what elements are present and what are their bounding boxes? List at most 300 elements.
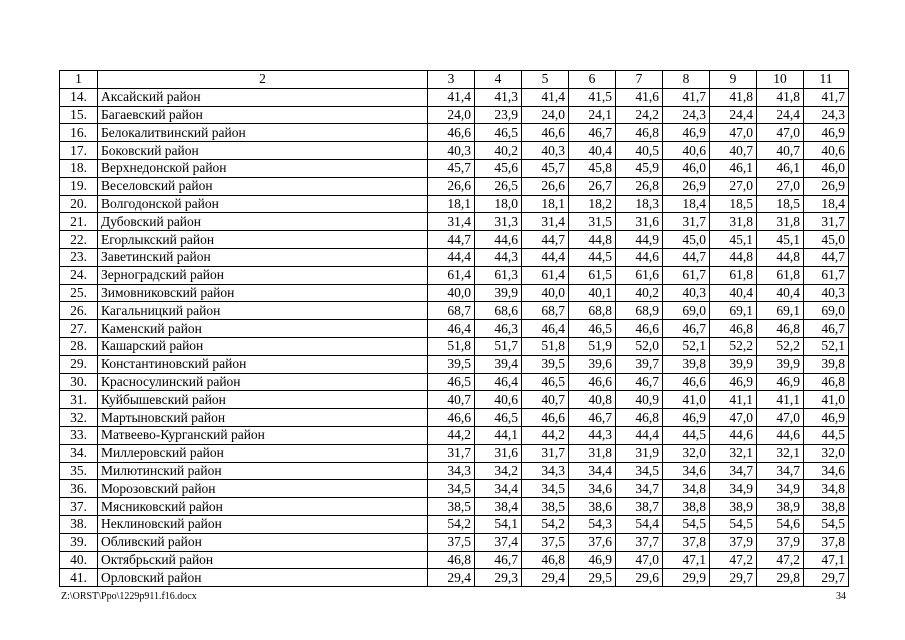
value-cell: 69,1 <box>710 302 757 320</box>
value-cell: 54,5 <box>663 515 710 533</box>
value-cell: 40,6 <box>663 142 710 160</box>
value-cell: 44,7 <box>428 231 475 249</box>
district-name: Зерноградский район <box>98 266 428 284</box>
value-cell: 40,4 <box>710 284 757 302</box>
value-cell: 47,0 <box>757 409 804 427</box>
value-cell: 39,5 <box>428 355 475 373</box>
value-cell: 44,8 <box>757 248 804 266</box>
value-cell: 41,4 <box>428 88 475 106</box>
value-cell: 44,4 <box>428 248 475 266</box>
column-header: 1 <box>60 71 98 89</box>
row-number: 23. <box>60 248 98 266</box>
value-cell: 34,5 <box>616 462 663 480</box>
table-row <box>60 355 849 373</box>
value-cell: 68,6 <box>475 302 522 320</box>
value-cell: 44,1 <box>475 426 522 444</box>
value-cell: 40,7 <box>522 391 569 409</box>
value-cell: 41,1 <box>710 391 757 409</box>
value-cell: 68,9 <box>616 302 663 320</box>
value-cell: 34,6 <box>804 462 849 480</box>
value-cell: 46,5 <box>522 373 569 391</box>
value-cell: 18,1 <box>428 195 475 213</box>
value-cell: 32,0 <box>804 444 849 462</box>
value-cell: 46,8 <box>757 320 804 338</box>
district-name: Верхнедонской район <box>98 159 428 177</box>
row-number: 35. <box>60 462 98 480</box>
row-number: 36. <box>60 480 98 498</box>
value-cell: 40,2 <box>616 284 663 302</box>
district-name: Матвеево-Курганский район <box>98 426 428 444</box>
value-cell: 18,0 <box>475 195 522 213</box>
row-number: 29. <box>60 355 98 373</box>
value-cell: 37,8 <box>804 533 849 551</box>
value-cell: 41,8 <box>757 88 804 106</box>
value-cell: 46,4 <box>522 320 569 338</box>
value-cell: 44,8 <box>569 231 616 249</box>
value-cell: 29,7 <box>804 569 849 587</box>
value-cell: 40,6 <box>475 391 522 409</box>
value-cell: 34,9 <box>757 480 804 498</box>
value-cell: 46,8 <box>804 373 849 391</box>
value-cell: 34,6 <box>569 480 616 498</box>
value-cell: 41,1 <box>757 391 804 409</box>
value-cell: 37,8 <box>663 533 710 551</box>
value-cell: 46,8 <box>710 320 757 338</box>
table-row <box>60 231 849 249</box>
value-cell: 61,7 <box>804 266 849 284</box>
value-cell: 29,5 <box>569 569 616 587</box>
value-cell: 46,5 <box>569 320 616 338</box>
value-cell: 46,4 <box>475 373 522 391</box>
value-cell: 46,9 <box>757 373 804 391</box>
value-cell: 29,6 <box>616 569 663 587</box>
value-cell: 31,5 <box>569 213 616 231</box>
value-cell: 46,8 <box>616 124 663 142</box>
value-cell: 69,0 <box>804 302 849 320</box>
value-cell: 54,3 <box>569 515 616 533</box>
value-cell: 34,7 <box>616 480 663 498</box>
value-cell: 46,9 <box>710 373 757 391</box>
table-row <box>60 248 849 266</box>
value-cell: 52,2 <box>710 337 757 355</box>
value-cell: 29,3 <box>475 569 522 587</box>
value-cell: 24,4 <box>757 106 804 124</box>
value-cell: 41,7 <box>804 88 849 106</box>
district-name: Боковский район <box>98 142 428 160</box>
value-cell: 46,6 <box>522 124 569 142</box>
row-number: 37. <box>60 498 98 516</box>
value-cell: 26,9 <box>804 177 849 195</box>
value-cell: 44,6 <box>616 248 663 266</box>
value-cell: 34,7 <box>757 462 804 480</box>
value-cell: 46,9 <box>663 409 710 427</box>
value-cell: 37,9 <box>710 533 757 551</box>
value-cell: 45,0 <box>804 231 849 249</box>
value-cell: 40,3 <box>804 284 849 302</box>
value-cell: 34,8 <box>663 480 710 498</box>
table-row <box>60 302 849 320</box>
page-number: 34 <box>836 591 846 602</box>
value-cell: 26,5 <box>475 177 522 195</box>
value-cell: 46,7 <box>569 124 616 142</box>
value-cell: 40,4 <box>569 142 616 160</box>
value-cell: 40,1 <box>569 284 616 302</box>
value-cell: 44,6 <box>757 426 804 444</box>
value-cell: 68,7 <box>522 302 569 320</box>
table-row <box>60 142 849 160</box>
value-cell: 46,4 <box>428 320 475 338</box>
value-cell: 54,6 <box>757 515 804 533</box>
value-cell: 34,5 <box>428 480 475 498</box>
column-header: 5 <box>522 71 569 89</box>
value-cell: 31,8 <box>710 213 757 231</box>
value-cell: 18,3 <box>616 195 663 213</box>
table-row <box>60 551 849 569</box>
value-cell: 46,6 <box>616 320 663 338</box>
row-number: 41. <box>60 569 98 587</box>
value-cell: 45,6 <box>475 159 522 177</box>
value-cell: 37,6 <box>569 533 616 551</box>
district-name: Кагальницкий район <box>98 302 428 320</box>
district-name: Константиновский район <box>98 355 428 373</box>
value-cell: 44,7 <box>522 231 569 249</box>
table-row <box>60 426 849 444</box>
table-row <box>60 373 849 391</box>
value-cell: 47,0 <box>757 124 804 142</box>
value-cell: 34,4 <box>475 480 522 498</box>
row-number: 16. <box>60 124 98 142</box>
value-cell: 44,7 <box>804 248 849 266</box>
district-name: Каменский район <box>98 320 428 338</box>
value-cell: 40,4 <box>757 284 804 302</box>
value-cell: 46,7 <box>569 409 616 427</box>
value-cell: 40,0 <box>428 284 475 302</box>
district-name: Веселовский район <box>98 177 428 195</box>
value-cell: 44,6 <box>710 426 757 444</box>
value-cell: 46,9 <box>804 124 849 142</box>
value-cell: 47,2 <box>710 551 757 569</box>
value-cell: 24,3 <box>804 106 849 124</box>
row-number: 32. <box>60 409 98 427</box>
value-cell: 24,0 <box>522 106 569 124</box>
value-cell: 40,7 <box>710 142 757 160</box>
value-cell: 31,8 <box>569 444 616 462</box>
value-cell: 18,4 <box>804 195 849 213</box>
column-header: 3 <box>428 71 475 89</box>
value-cell: 46,5 <box>475 124 522 142</box>
row-number: 39. <box>60 533 98 551</box>
value-cell: 24,4 <box>710 106 757 124</box>
table-row <box>60 284 849 302</box>
value-cell: 46,8 <box>522 551 569 569</box>
value-cell: 18,1 <box>522 195 569 213</box>
value-cell: 38,8 <box>804 498 849 516</box>
table-row <box>60 498 849 516</box>
row-number: 40. <box>60 551 98 569</box>
value-cell: 44,4 <box>522 248 569 266</box>
table-row <box>60 177 849 195</box>
value-cell: 44,6 <box>475 231 522 249</box>
value-cell: 38,4 <box>475 498 522 516</box>
district-name: Егорлыкский район <box>98 231 428 249</box>
value-cell: 31,4 <box>428 213 475 231</box>
value-cell: 38,7 <box>616 498 663 516</box>
row-number: 20. <box>60 195 98 213</box>
value-cell: 39,6 <box>569 355 616 373</box>
value-cell: 40,7 <box>757 142 804 160</box>
value-cell: 54,1 <box>475 515 522 533</box>
value-cell: 46,8 <box>616 409 663 427</box>
value-cell: 41,8 <box>710 88 757 106</box>
value-cell: 39,9 <box>710 355 757 373</box>
table-row <box>60 480 849 498</box>
value-cell: 61,6 <box>616 266 663 284</box>
value-cell: 31,6 <box>616 213 663 231</box>
column-header: 10 <box>757 71 804 89</box>
value-cell: 52,1 <box>663 337 710 355</box>
value-cell: 52,1 <box>804 337 849 355</box>
district-name: Куйбышевский район <box>98 391 428 409</box>
value-cell: 38,9 <box>710 498 757 516</box>
value-cell: 52,0 <box>616 337 663 355</box>
row-number: 19. <box>60 177 98 195</box>
value-cell: 31,3 <box>475 213 522 231</box>
district-name: Аксайский район <box>98 88 428 106</box>
footer-file-path: Z:\ORST\Ppo\1229p911.f16.docx <box>61 591 197 602</box>
value-cell: 44,7 <box>663 248 710 266</box>
value-cell: 46,6 <box>522 409 569 427</box>
value-cell: 46,6 <box>569 373 616 391</box>
value-cell: 46,6 <box>428 124 475 142</box>
table-row <box>60 213 849 231</box>
value-cell: 26,7 <box>569 177 616 195</box>
value-cell: 39,8 <box>663 355 710 373</box>
value-cell: 34,6 <box>663 462 710 480</box>
district-name: Заветинский район <box>98 248 428 266</box>
value-cell: 18,4 <box>663 195 710 213</box>
district-name: Октябрьский район <box>98 551 428 569</box>
value-cell: 40,7 <box>428 391 475 409</box>
row-number: 30. <box>60 373 98 391</box>
table-body <box>60 88 849 586</box>
value-cell: 34,2 <box>475 462 522 480</box>
value-cell: 38,6 <box>569 498 616 516</box>
table-row <box>60 320 849 338</box>
value-cell: 61,3 <box>475 266 522 284</box>
value-cell: 24,3 <box>663 106 710 124</box>
value-cell: 61,7 <box>663 266 710 284</box>
data-table <box>59 70 849 587</box>
value-cell: 40,3 <box>663 284 710 302</box>
value-cell: 31,9 <box>616 444 663 462</box>
value-cell: 45,7 <box>522 159 569 177</box>
value-cell: 39,7 <box>616 355 663 373</box>
value-cell: 27,0 <box>710 177 757 195</box>
value-cell: 44,9 <box>616 231 663 249</box>
value-cell: 46,6 <box>428 409 475 427</box>
value-cell: 38,5 <box>428 498 475 516</box>
value-cell: 46,5 <box>428 373 475 391</box>
value-cell: 40,3 <box>428 142 475 160</box>
district-name: Волгодонской район <box>98 195 428 213</box>
value-cell: 54,5 <box>710 515 757 533</box>
value-cell: 31,7 <box>428 444 475 462</box>
district-name: Кашарский район <box>98 337 428 355</box>
value-cell: 61,5 <box>569 266 616 284</box>
value-cell: 41,3 <box>475 88 522 106</box>
value-cell: 46,1 <box>710 159 757 177</box>
value-cell: 47,0 <box>616 551 663 569</box>
value-cell: 46,6 <box>663 373 710 391</box>
district-name: Морозовский район <box>98 480 428 498</box>
value-cell: 31,7 <box>804 213 849 231</box>
district-name: Неклиновский район <box>98 515 428 533</box>
value-cell: 29,7 <box>710 569 757 587</box>
value-cell: 24,1 <box>569 106 616 124</box>
value-cell: 44,2 <box>428 426 475 444</box>
row-number: 34. <box>60 444 98 462</box>
value-cell: 40,9 <box>616 391 663 409</box>
column-header: 4 <box>475 71 522 89</box>
value-cell: 31,4 <box>522 213 569 231</box>
column-header: 8 <box>663 71 710 89</box>
value-cell: 37,7 <box>616 533 663 551</box>
row-number: 21. <box>60 213 98 231</box>
value-cell: 34,9 <box>710 480 757 498</box>
value-cell: 34,7 <box>710 462 757 480</box>
value-cell: 46,0 <box>804 159 849 177</box>
value-cell: 47,2 <box>757 551 804 569</box>
value-cell: 31,7 <box>663 213 710 231</box>
value-cell: 34,5 <box>522 480 569 498</box>
value-cell: 32,0 <box>663 444 710 462</box>
table-row <box>60 569 849 587</box>
value-cell: 54,2 <box>428 515 475 533</box>
value-cell: 24,2 <box>616 106 663 124</box>
district-name: Милютинский район <box>98 462 428 480</box>
value-cell: 37,5 <box>428 533 475 551</box>
value-cell: 26,8 <box>616 177 663 195</box>
value-cell: 47,0 <box>710 124 757 142</box>
district-name: Мартыновский район <box>98 409 428 427</box>
value-cell: 45,9 <box>616 159 663 177</box>
value-cell: 39,9 <box>475 284 522 302</box>
value-cell: 44,4 <box>616 426 663 444</box>
table-row <box>60 124 849 142</box>
value-cell: 39,9 <box>757 355 804 373</box>
row-number: 26. <box>60 302 98 320</box>
value-cell: 34,3 <box>428 462 475 480</box>
value-cell: 54,2 <box>522 515 569 533</box>
table-row <box>60 444 849 462</box>
table-row <box>60 159 849 177</box>
value-cell: 61,4 <box>522 266 569 284</box>
value-cell: 29,4 <box>522 569 569 587</box>
table-row <box>60 337 849 355</box>
value-cell: 44,3 <box>475 248 522 266</box>
value-cell: 51,7 <box>475 337 522 355</box>
district-name: Дубовский район <box>98 213 428 231</box>
value-cell: 41,4 <box>522 88 569 106</box>
district-name: Красносулинский район <box>98 373 428 391</box>
value-cell: 26,6 <box>522 177 569 195</box>
value-cell: 40,3 <box>522 142 569 160</box>
district-name: Обливский район <box>98 533 428 551</box>
value-cell: 47,1 <box>804 551 849 569</box>
table-row <box>60 195 849 213</box>
value-cell: 61,8 <box>710 266 757 284</box>
value-cell: 44,3 <box>569 426 616 444</box>
value-cell: 69,0 <box>663 302 710 320</box>
value-cell: 41,0 <box>663 391 710 409</box>
value-cell: 23,9 <box>475 106 522 124</box>
value-cell: 51,9 <box>569 337 616 355</box>
value-cell: 41,7 <box>663 88 710 106</box>
table-row <box>60 409 849 427</box>
value-cell: 47,0 <box>710 409 757 427</box>
value-cell: 45,1 <box>710 231 757 249</box>
row-number: 18. <box>60 159 98 177</box>
value-cell: 46,7 <box>475 551 522 569</box>
value-cell: 32,1 <box>710 444 757 462</box>
value-cell: 29,4 <box>428 569 475 587</box>
value-cell: 37,5 <box>522 533 569 551</box>
value-cell: 46,7 <box>616 373 663 391</box>
value-cell: 18,5 <box>757 195 804 213</box>
value-cell: 39,5 <box>522 355 569 373</box>
value-cell: 41,6 <box>616 88 663 106</box>
row-number: 33. <box>60 426 98 444</box>
value-cell: 46,0 <box>663 159 710 177</box>
row-number: 22. <box>60 231 98 249</box>
value-cell: 40,8 <box>569 391 616 409</box>
value-cell: 44,2 <box>522 426 569 444</box>
row-number: 17. <box>60 142 98 160</box>
table-header-row <box>60 71 849 89</box>
value-cell: 51,8 <box>522 337 569 355</box>
value-cell: 46,9 <box>663 124 710 142</box>
district-name: Зимовниковский район <box>98 284 428 302</box>
value-cell: 37,4 <box>475 533 522 551</box>
row-number: 28. <box>60 337 98 355</box>
value-cell: 45,8 <box>569 159 616 177</box>
value-cell: 46,3 <box>475 320 522 338</box>
row-number: 14. <box>60 88 98 106</box>
row-number: 24. <box>60 266 98 284</box>
value-cell: 39,8 <box>804 355 849 373</box>
column-header: 6 <box>569 71 616 89</box>
value-cell: 24,0 <box>428 106 475 124</box>
value-cell: 41,0 <box>804 391 849 409</box>
value-cell: 32,1 <box>757 444 804 462</box>
value-cell: 45,0 <box>663 231 710 249</box>
table-row <box>60 266 849 284</box>
row-number: 31. <box>60 391 98 409</box>
value-cell: 34,4 <box>569 462 616 480</box>
row-number: 27. <box>60 320 98 338</box>
value-cell: 31,8 <box>757 213 804 231</box>
value-cell: 68,8 <box>569 302 616 320</box>
value-cell: 61,8 <box>757 266 804 284</box>
value-cell: 31,6 <box>475 444 522 462</box>
value-cell: 34,8 <box>804 480 849 498</box>
value-cell: 45,7 <box>428 159 475 177</box>
value-cell: 44,5 <box>663 426 710 444</box>
value-cell: 44,5 <box>804 426 849 444</box>
value-cell: 40,2 <box>475 142 522 160</box>
value-cell: 38,9 <box>757 498 804 516</box>
value-cell: 47,1 <box>663 551 710 569</box>
